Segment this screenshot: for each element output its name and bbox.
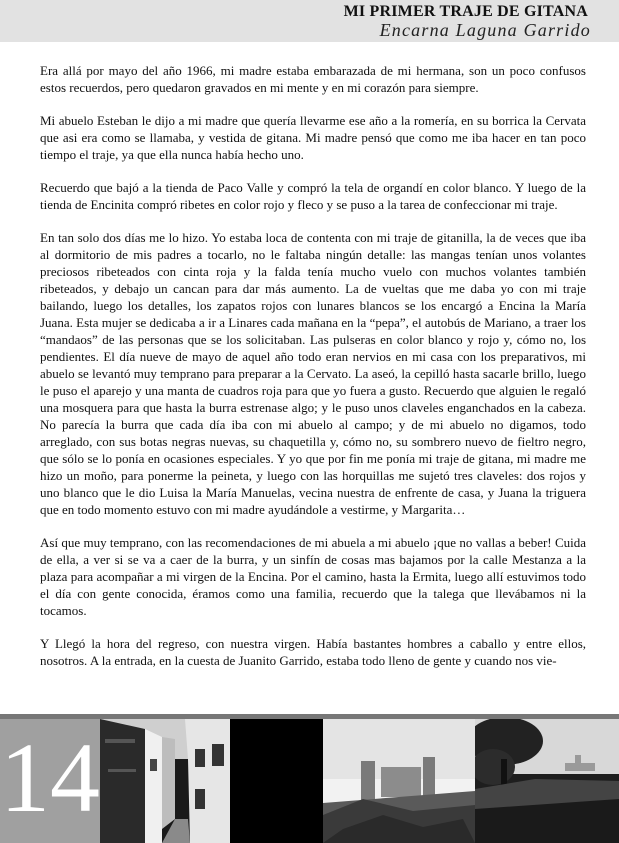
paragraph: Y Llegó la hora del regreso, con nuestra virgen. Había bastantes hombres a caballo y entre ellos, nosotros. A la entrada, en la cuesta de Juanito Garrido, estaba todo lleno de gente y cuando nos vie-: [40, 636, 586, 668]
photo-tree-landscape: [475, 719, 619, 843]
article-body: [40, 62, 586, 685]
photo-castle: [323, 719, 475, 843]
page-number: 14: [0, 722, 100, 833]
paragraph: Recuerdo que bajó a la tienda de Paco Valle y compró la tela de organdí en color blanco. Y luego de la tienda de Encinita compró ribetes en color rojo y fleco y se puso a la tarea de confeccionar mi traje.: [40, 180, 586, 212]
paragraph: Así que muy temprano, con las recomendaciones de mi abuela a mi abuelo ¡que no vallas a beber! Cuida de ella, a ver si se va a caer de la burra, y un sinfín de cosas mas bajamos por la calle Mestanza a la plaza para acompañar a mi virgen de la Encina. Por el camino, hasta la Ermita, luego allí estuvimos todo el día con gente conocida, éramos como una familia, recuerdo que la talega que llevábamos ni la tocamos.: [40, 535, 586, 618]
photo-village-street: [100, 719, 230, 843]
article-title: MI PRIMER TRAJE DE GITANA: [343, 3, 588, 20]
paragraph: Era allá por mayo del año 1966, mi madre estaba embarazada de mi hermana, son un poco confusos estos recuerdos, pero quedaron gravados en mi mente y en mi corazón para siempre.: [40, 63, 586, 95]
paragraph: Mi abuelo Esteban le dijo a mi madre que quería llevarme ese año a la romería, en su borrica la Cervata que asi era como se llamaba, y vestida de gitana. Mi madre pensó que como me iba hacer en tan poco tiempo el traje, ya que ella nunca había hecho uno.: [40, 113, 586, 162]
article-author: Encarna Laguna Garrido: [379, 20, 591, 40]
paragraph: En tan solo dos días me lo hizo. Yo estaba loca de contenta con mi traje de gitanilla, la de veces que iba al dormitorio de mis padres a tocarlo, no le faltaba ningún detalle: las mangas tenían unos volantes preciosos ribeteados con cinta roja y la falda tenía mucho vuelo con muchos volantes también ribeteados, y debajo un cancan para dar más aumento. La de vueltas que me daba yo con mi traje bailando, luego los detalles, los zapatos rojos con lunares blancos se los encargó a Encina la María Juana. Esta mujer se dedicaba a ir a Linares cada mañana en la “pepa”, el autobús de Mariano, a traer los “mandaos” de las personas que se los solicitaban. Las pulseras en color blanco y rojo y, cómo no, los pendientes. El día nueve de mayo de aquel año todo eran nervios en mi casa con los preparativos, mi abuelo se levantó muy temprano para preparar a la Cervato. La aseó, la cepilló hasta sacarle brillo, luego le puso el aparejo y una manta de cuadros roja para que yo fuera a gusto. Recuerdo que alguien le regaló una mosquera para que hasta la burra estrenase algo; y le puso unos claveles enganchados en la cabeza. No parecía la burra que cada día iba con mi abuelo al campo; y de mi abuelo no digamos, todo arreglado, con sus botas negras nuevas, su chaquetilla y, cómo no, su sombrero nuevo de fieltro negro, que sólo se lo ponía en ocasiones especiales. Y yo que por fin me ponía mi traje de gitana, mi madre me hizo un moño, para ponerme la peineta, y luego con las horquillas me sujetó tres claveles: dos rojos y uno blanco que le dio Luisa la María Manuelas, vecina nuestra de enfrente de casa, y Juana la triguera que en todo momento estuvo con mi madre ayudándole a vestirme, y Margarita…: [40, 230, 586, 517]
